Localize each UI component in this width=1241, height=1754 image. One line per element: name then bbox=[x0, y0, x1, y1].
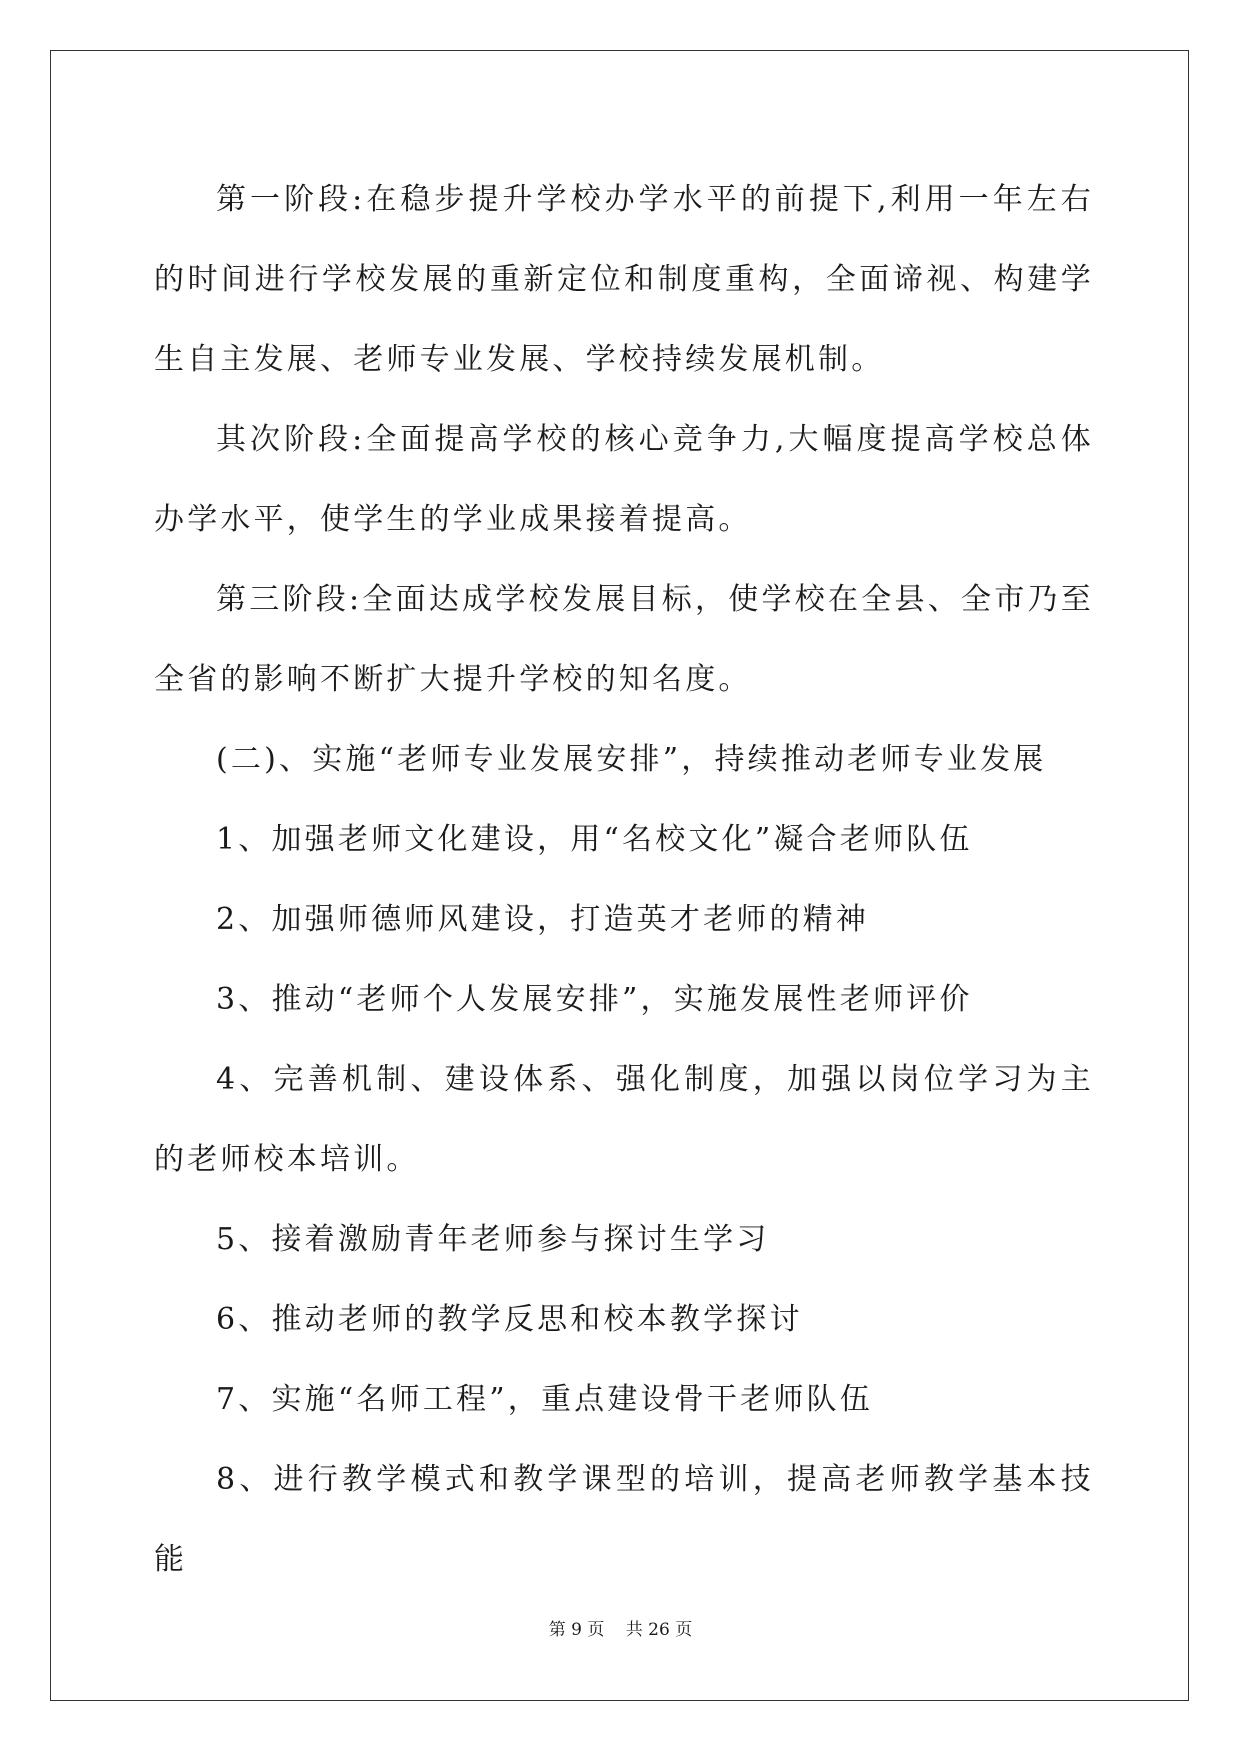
paragraph-stage-2: 其次阶段:全面提高学校的核心竞争力,大幅度提高学校总体办学水平，使学生的学业成果接着提高。 bbox=[154, 422, 1094, 537]
list-item: 5、接着激励青年老师参与探讨生学习 bbox=[216, 1222, 770, 1257]
list-item: 6、推动老师的教学反思和校本教学探讨 bbox=[216, 1302, 803, 1337]
section-heading: (二)、实施“老师专业发展安排”，持续推动老师专业发展 bbox=[216, 742, 1047, 777]
paragraph-stage-1: 第一阶段:在稳步提升学校办学水平的前提下,利用一年左右的时间进行学校发展的重新定位和制度重构，全面谛视、构建学生自主发展、老师专业发展、学校持续发展机制。 bbox=[154, 182, 1094, 377]
list-item: 8、进行教学模式和教学课型的培训，提高老师教学基本技能 bbox=[154, 1462, 1094, 1577]
list-item: 2、加强师德师风建设，打造英才老师的精神 bbox=[216, 902, 870, 937]
page-number: 第 9 页 bbox=[548, 1620, 605, 1640]
page-total: 共 26 页 bbox=[625, 1620, 693, 1640]
list-item: 3、推动“老师个人发展安排”，实施发展性老师评价 bbox=[216, 982, 973, 1017]
page-footer bbox=[0, 1615, 1241, 1640]
document-body bbox=[154, 160, 1094, 1600]
list-item: 1、加强老师文化建设，用“名校文化”凝合老师队伍 bbox=[216, 822, 973, 857]
list-item: 4、完善机制、建设体系、强化制度，加强以岗位学习为主的老师校本培训。 bbox=[154, 1062, 1094, 1177]
list-item: 7、实施“名师工程”，重点建设骨干老师队伍 bbox=[216, 1382, 873, 1417]
paragraph-stage-3: 第三阶段:全面达成学校发展目标，使学校在全县、全市乃至全省的影响不断扩大提升学校的知名度。 bbox=[154, 582, 1094, 697]
